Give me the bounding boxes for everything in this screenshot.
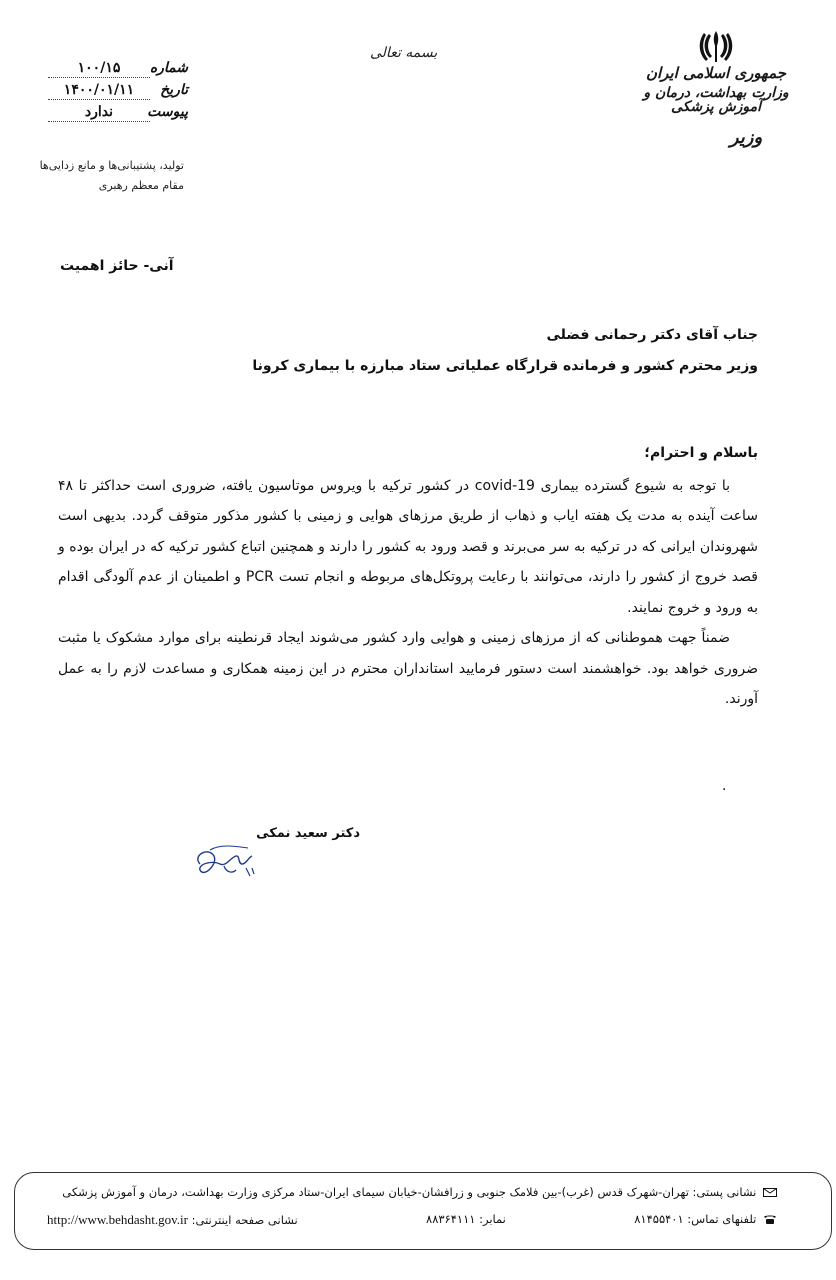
body-paragraph-2: ضمناً جهت هموطنانی که از مرزهای زمینی و هوایی وارد کشور می‌شوند ایجاد قرنطینه برای موارد مشکوک یا مثبت ضروری خواهد بود. خواهشمند است دستور فرمایید استانداران محترم در این زمینه همکاری و مساعدت لازم را به عمل آورند. bbox=[58, 630, 758, 707]
number-value: ۱۰۰/۱۵ bbox=[48, 60, 150, 78]
footer-contact-row bbox=[47, 1212, 777, 1228]
recipient-block bbox=[58, 320, 758, 382]
signer-name: دکتر سعید نمکی bbox=[256, 826, 360, 841]
letter-meta bbox=[48, 60, 188, 126]
body-paragraph-1: با توجه به شیوع گسترده بیماری covid-19 در کشور ترکیه با ویروس موتاسیون یافته، ضروری است حداکثر تا ۴۸ ساعت آینده به مدت یک هفته ایاب و ذهاب از طریق مرزهای هوایی و زمینی با کشور مذکور متوقف گردد. بدیهی است شهروندان ایرانی که در ترکیه به سر می‌برند و قصد ورود به کشور را دارند و همچنین اتباع کشور ترکیه که در ایران بوده و قصد خروج از کشور را دارند، می‌توانند با رعایت پروتکل‌های مربوطه و انجام تست PCR و اطمینان از عدم آلودگی اقدام به ورود و خروج نمایند. bbox=[58, 477, 758, 616]
iran-emblem-icon bbox=[696, 28, 736, 64]
envelope-icon bbox=[763, 1188, 777, 1197]
basmala: بسمه تعالی bbox=[370, 45, 438, 61]
letterhead-footer bbox=[14, 1172, 832, 1250]
footer-address: نشانی پستی: تهران-شهرک قدس (غرب)-بین فلامک جنوبی و زرافشان-خیابان سیمای ایران-ستاد مرکزی وزارت بهداشت، درمان و آموزش پزشکی bbox=[62, 1185, 757, 1199]
signature-block bbox=[190, 826, 360, 886]
footer-phone: تلفنهای تماس: ۸۱۴۵۵۴۰۱ bbox=[634, 1212, 757, 1226]
slogan-line2: مقام معظم رهبری bbox=[98, 179, 184, 192]
urgency-note: آنی- حائز اهمیت bbox=[60, 258, 174, 274]
footer-phone-item bbox=[634, 1212, 777, 1228]
footer-fax: نمابر: ۸۸۳۶۴۱۱۱ bbox=[426, 1212, 506, 1226]
telephone-icon bbox=[763, 1214, 777, 1225]
office-title: وزیر bbox=[729, 127, 763, 149]
footer-address-row bbox=[62, 1185, 777, 1199]
attachment-label: پیوست bbox=[147, 104, 188, 120]
letterhead-emblem-block bbox=[626, 28, 806, 148]
trailing-mark: . bbox=[722, 778, 727, 794]
handwritten-signature bbox=[190, 834, 270, 884]
date-value: ۱۴۰۰/۰۱/۱۱ bbox=[48, 82, 150, 100]
slogan-line1: تولید، پشتیبانی‌ها و مانع زدایی‌ها bbox=[39, 159, 184, 172]
meta-date-row bbox=[48, 82, 188, 104]
attachment-value: ندارد bbox=[48, 104, 150, 122]
greeting: باسلام و احترام؛ bbox=[644, 445, 758, 461]
republic-title: جمهوری اسلامی ایران bbox=[645, 64, 787, 82]
ministry-title: وزارت بهداشت، درمان و آموزش پزشکی bbox=[643, 84, 789, 116]
number-label: شماره bbox=[149, 60, 188, 76]
meta-number-row bbox=[48, 60, 188, 82]
footer-website-label: نشانی صفحه اینترنتی: bbox=[191, 1213, 298, 1227]
recipient-title: وزیر محترم کشور و فرمانده قرارگاه عملیاتی ستاد مبارزه با بیماری کرونا bbox=[252, 358, 758, 374]
recipient-name: جناب آقای دکتر رحمانی فضلی bbox=[546, 327, 758, 343]
footer-website-link[interactable]: http://www.behdasht.gov.ir bbox=[47, 1212, 188, 1227]
letter-body bbox=[58, 438, 758, 715]
date-label: تاریخ bbox=[160, 82, 188, 98]
slogan bbox=[24, 156, 184, 196]
meta-attachment-row bbox=[48, 104, 188, 126]
footer-website-item bbox=[47, 1212, 298, 1228]
